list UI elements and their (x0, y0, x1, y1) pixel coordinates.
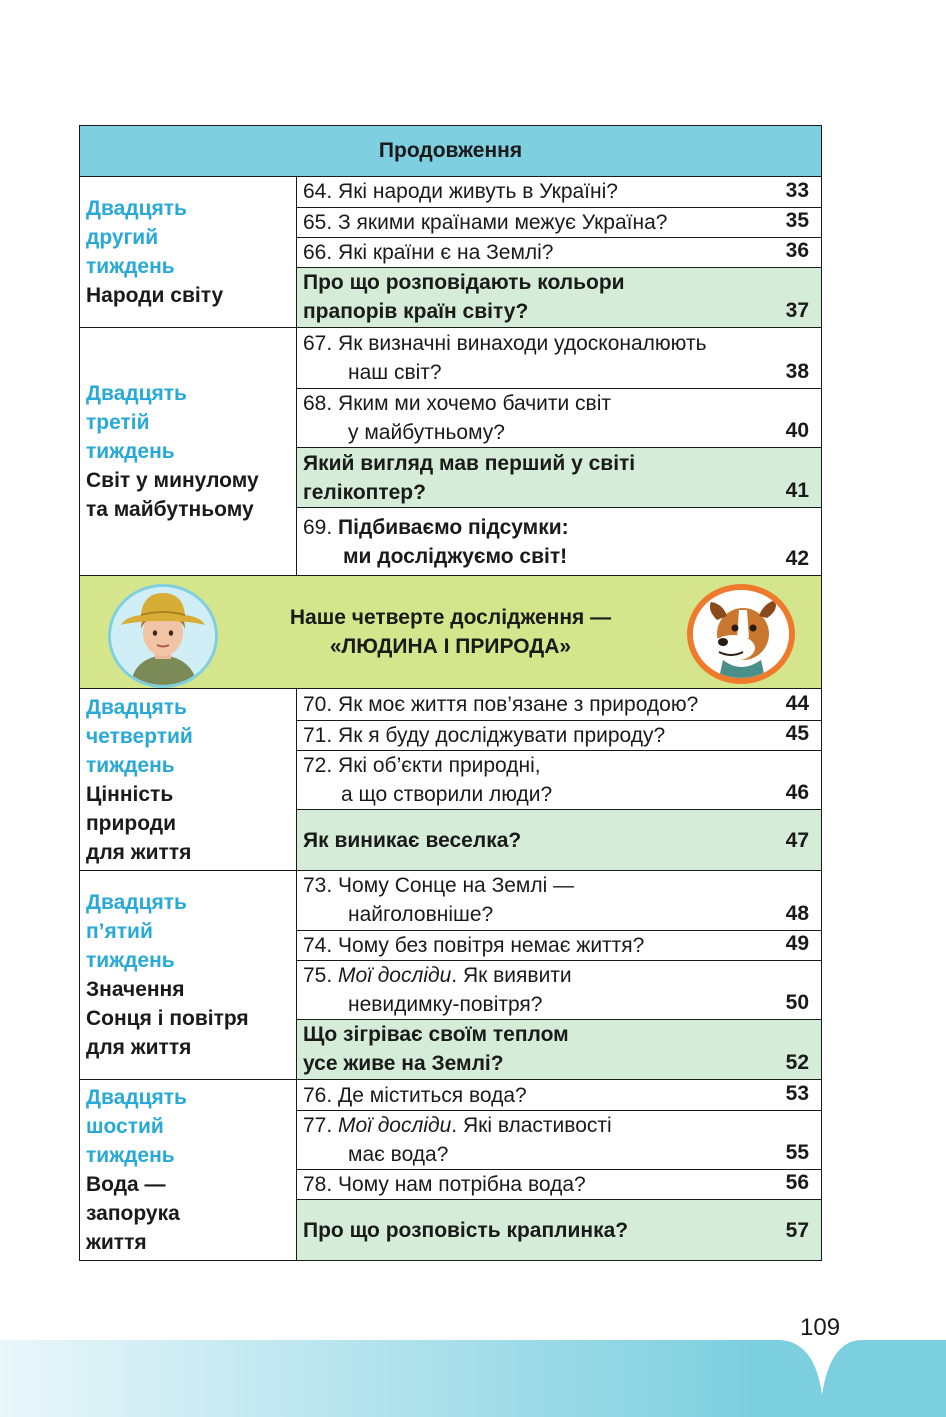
topic-row[interactable] (297, 720, 821, 750)
topic-page: 49 (785, 931, 809, 955)
week-number-line: другий (86, 226, 159, 249)
topic-page: 53 (785, 1082, 809, 1105)
week-row (79, 689, 822, 871)
topic-row[interactable] (297, 177, 821, 207)
topic-page: 56 (785, 1171, 809, 1194)
topic-title: 66. Які країни є на Землі? (303, 240, 554, 264)
week-number-line: четвертий (86, 724, 193, 748)
topic-page: 48 (785, 901, 809, 925)
table-of-contents (79, 125, 822, 1261)
topic-page: 52 (785, 1051, 809, 1074)
topic-title-rest: . Які властивості (451, 1114, 612, 1137)
topic-list (297, 871, 821, 1079)
topic-list (297, 689, 821, 870)
topic-list (297, 328, 821, 575)
week-number-line: тиждень (86, 255, 175, 278)
week-label (80, 689, 297, 870)
topic-title: 67. Як визначні винаходи удосконалюють (303, 331, 707, 355)
topic-list (297, 177, 821, 327)
topic-page: 35 (785, 208, 809, 232)
topic-page: 42 (785, 546, 809, 570)
week-number-line: третій (86, 411, 150, 434)
topic-title: 71. Як я буду досліджувати природу? (303, 724, 666, 747)
week-theme-line: для життя (86, 1036, 192, 1059)
topic-title: Про що розповідають кольори (303, 271, 625, 295)
topic-row-highlight[interactable] (297, 447, 821, 508)
week-theme-line: Світ у минулому (86, 469, 259, 492)
topic-title: 68. Яким ми хочемо бачити світ (303, 391, 611, 415)
topic-row[interactable] (297, 1080, 821, 1110)
explorer-girl-icon (111, 587, 215, 685)
topic-title: Що зігріває своїм теплом (303, 1023, 569, 1047)
topic-title: 76. Де міститься вода? (303, 1083, 527, 1107)
topic-row[interactable] (297, 1110, 821, 1169)
topic-title: 64. Які народи живуть в Україні? (303, 180, 618, 204)
section-title-line2: «ЛЮДИНА І ПРИРОДА» (329, 635, 572, 658)
topic-row[interactable] (297, 750, 821, 809)
topic-title: Який вигляд мав перший у світі (303, 451, 636, 475)
topic-page: 45 (785, 722, 809, 745)
week-number-line: Двадцять (86, 891, 187, 914)
week-label (80, 177, 297, 327)
topic-row[interactable] (297, 1169, 821, 1199)
topic-title: 74. Чому без повітря немає життя? (303, 933, 645, 957)
topic-title-line2: ми досліджуємо світ! (343, 544, 568, 568)
section-title (290, 603, 611, 661)
topic-row-highlight[interactable] (297, 1199, 821, 1260)
section-title-line1: Наше четверте дослідження — (289, 606, 612, 629)
topic-page: 40 (785, 418, 809, 442)
week-theme-line: запорука (86, 1202, 180, 1225)
topic-title-line2: усе живе на Землі? (303, 1052, 504, 1076)
topic-row[interactable] (297, 689, 821, 720)
topic-page: 36 (785, 238, 809, 262)
topic-row[interactable] (297, 388, 821, 447)
week-number-line: Двадцять (86, 382, 187, 405)
topic-title-line2: гелікоптер? (303, 480, 426, 504)
topic-row[interactable] (297, 960, 821, 1019)
topic-page: 44 (785, 692, 809, 715)
topic-row[interactable] (297, 871, 821, 930)
week-number-line: тиждень (86, 949, 175, 972)
topic-title (303, 1111, 811, 1140)
topic-title (303, 961, 811, 990)
topic-title-line2: у майбутньому? (348, 420, 505, 444)
week-row (79, 1080, 822, 1261)
topic-title-line2: має вода? (348, 1143, 449, 1166)
topic-page: 55 (785, 1141, 809, 1164)
topic-title: 73. Чому Сонце на Землі — (303, 874, 575, 898)
week-theme-line: природи (86, 811, 177, 835)
topic-title-line2: а що створили люди? (341, 783, 553, 806)
week-theme-line: життя (86, 1231, 147, 1254)
explorer-girl-avatar (108, 584, 218, 688)
week-theme-line: для життя (86, 840, 192, 864)
topic-number: 77. (303, 1114, 339, 1137)
week-number-line: Двадцять (86, 695, 187, 719)
dog-icon (693, 590, 789, 678)
week-theme-line: Вода — (86, 1173, 166, 1196)
topic-title: Як виникає веселка? (303, 828, 522, 852)
week-number-line: тиждень (86, 440, 175, 463)
topic-title: 72. Які об’єкти природні, (303, 754, 541, 777)
topic-title-italic: Мої досліди (338, 963, 452, 987)
dog-mascot-avatar (687, 584, 795, 684)
topic-title (303, 513, 811, 542)
topic-title: 70. Як моє життя пов’язане з природою? (303, 693, 699, 716)
topic-number: 75. (303, 963, 339, 987)
week-number-line: Двадцять (86, 197, 187, 220)
topic-title-line2: наш світ? (348, 360, 442, 384)
topic-title-bold: Підбиваємо підсумки: (338, 515, 569, 539)
topic-list (297, 1080, 821, 1260)
topic-page: 47 (785, 829, 809, 852)
topic-row-highlight[interactable] (297, 267, 821, 327)
week-theme-line: та майбутньому (86, 498, 254, 521)
section-band (79, 576, 822, 689)
week-row (79, 328, 822, 576)
topic-page: 46 (785, 781, 809, 804)
topic-row[interactable] (297, 930, 821, 960)
topic-title: 78. Чому нам потрібна вода? (303, 1173, 586, 1196)
week-number-line: тиждень (86, 1144, 175, 1167)
topic-title: 65. З якими країнами межує Україна? (303, 210, 668, 234)
week-theme-line: Значення (86, 978, 185, 1001)
week-number-line: п’ятий (86, 920, 153, 943)
topic-page: 38 (785, 359, 809, 383)
topic-page: 33 (785, 178, 809, 202)
week-theme-line: Цінність (86, 782, 174, 806)
week-theme-line: Сонця і повітря (86, 1007, 249, 1030)
week-label (80, 1080, 297, 1260)
topic-page: 37 (785, 299, 809, 322)
topic-row[interactable] (297, 507, 821, 575)
topic-row[interactable] (297, 328, 821, 388)
topic-title-line2: найголовніше? (348, 903, 494, 927)
topic-number: 69. (303, 515, 339, 539)
topic-title-rest: . Як виявити (451, 963, 572, 987)
topic-row[interactable] (297, 207, 821, 237)
topic-title-line2: невидимку-повітря? (348, 992, 543, 1016)
week-number-line: шостий (86, 1115, 164, 1138)
topic-page: 41 (785, 479, 809, 503)
week-label (80, 328, 297, 575)
page-number: 109 (800, 1314, 841, 1341)
week-number-line: тиждень (86, 753, 175, 777)
continuation-header (79, 125, 822, 177)
topic-row[interactable] (297, 237, 821, 267)
week-theme-line: Народи світу (86, 284, 224, 307)
week-row (79, 177, 822, 328)
week-label (80, 871, 297, 1079)
topic-title-italic: Мої досліди (338, 1114, 452, 1137)
week-number-line: Двадцять (86, 1086, 187, 1109)
topic-row-highlight[interactable] (297, 1019, 821, 1080)
bottom-wave-decoration (0, 1340, 946, 1417)
topic-title: Про що розповість краплинка? (303, 1218, 629, 1242)
topic-row-highlight[interactable] (297, 809, 821, 870)
continuation-title: Продовження (378, 139, 523, 162)
week-row (79, 871, 822, 1080)
topic-page: 57 (785, 1219, 809, 1242)
topic-page: 50 (785, 990, 809, 1014)
topic-title-line2: прапорів країн світу? (303, 300, 529, 324)
